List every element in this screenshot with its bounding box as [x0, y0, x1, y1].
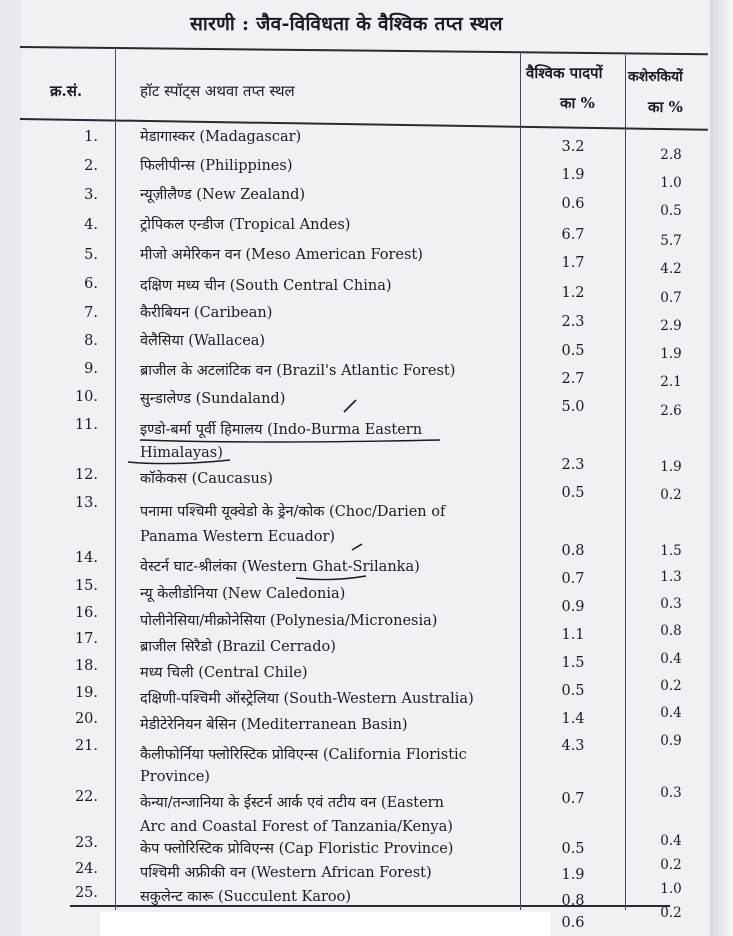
row-plants: 3.2	[561, 139, 585, 155]
row-plants: 0.6	[561, 196, 585, 212]
header-vertebrates-line2: का %	[648, 98, 683, 116]
row-plants: 5.0	[561, 399, 585, 415]
row-name: केन्या/तन्जानिया के ईस्टर्न आर्क एवं तटीय वन (Eastern	[140, 795, 444, 811]
row-name-continued: Arc and Coastal Forest of Tanzania/Kenya)	[140, 819, 453, 835]
row-plants: 1.9	[561, 867, 585, 883]
row-serial: 16.	[74, 605, 98, 621]
row-vertebrates: 0.3	[660, 785, 682, 801]
row-plants: 0.5	[561, 343, 585, 359]
row-vertebrates: 2.9	[660, 318, 682, 334]
row-name: दक्षिणी-पश्चिमी ऑस्ट्रेलिया (South-Western Australia)	[140, 691, 474, 707]
header-hotspot-name: हॉट स्पॉट्स अथवा तप्त स्थल	[140, 82, 295, 100]
row-serial: 17.	[74, 631, 98, 647]
row-vertebrates: 1.3	[660, 569, 682, 585]
row-serial: 18.	[74, 658, 98, 674]
row-vertebrates: 0.4	[660, 833, 682, 849]
row-name-continued: Himalayas)	[140, 445, 223, 461]
row-name: कॉकेकस (Caucasus)	[140, 471, 273, 487]
row-plants: 0.5	[561, 683, 585, 699]
row-name: पोलीनेसिया/मीक्रोनेसिया (Polynesia/Micronesia)	[140, 613, 438, 629]
row-serial: 9.	[84, 361, 98, 377]
row-serial: 10.	[74, 389, 98, 405]
row-serial: 3.	[84, 187, 98, 203]
row-vertebrates: 1.5	[660, 543, 682, 559]
row-name: वेस्टर्न घाट-श्रीलंका (Western Ghat-Srilanka)	[140, 559, 420, 575]
row-name: ट्रोपिकल एन्डीज (Tropical Andes)	[140, 217, 351, 233]
row-serial: 22.	[74, 789, 98, 805]
header-vertebrates-line1: कशेरुकियों	[628, 69, 683, 85]
col-divider-2	[520, 52, 521, 910]
row-plants: 0.9	[561, 599, 585, 615]
paper-torn-edge	[100, 912, 550, 936]
row-vertebrates: 1.9	[660, 346, 682, 362]
table-title: सारणी : जैव-विविधता के वैश्विक तप्त स्थल	[190, 13, 503, 35]
row-serial: 12.	[74, 467, 98, 483]
row-name: मेडागास्कर (Madagascar)	[140, 129, 302, 145]
header-serial: क्र.सं.	[50, 82, 83, 100]
row-plants: 6.7	[561, 227, 585, 243]
row-serial: 15.	[74, 578, 98, 594]
row-name: कैलीफोर्निया फ्लोरिस्टिक प्रोविएन्स (California Floristic	[140, 747, 467, 763]
header-plants-line2: का %	[560, 94, 595, 112]
row-vertebrates: 0.3	[660, 596, 682, 612]
row-plants: 1.5	[561, 655, 585, 671]
row-vertebrates: 0.8	[660, 623, 682, 639]
row-name: सकुलेन्ट कारू (Succulent Karoo)	[140, 889, 352, 905]
row-vertebrates: 0.7	[660, 290, 682, 306]
row-plants: 0.8	[561, 543, 585, 559]
row-serial: 5.	[84, 247, 98, 263]
row-plants: 0.8	[561, 893, 585, 909]
row-serial: 21.	[74, 738, 98, 754]
row-plants: 0.7	[561, 571, 585, 587]
row-serial: 13.	[74, 495, 98, 511]
row-name: इण्डो-बर्मा पूर्वी हिमालय (Indo-Burma Eastern	[140, 422, 423, 438]
row-vertebrates: 0.2	[660, 678, 682, 694]
row-name: ब्राजील सिरैडो (Brazil Cerrado)	[140, 639, 336, 655]
row-plants: 0.5	[561, 841, 585, 857]
row-name: दक्षिण मध्य चीन (South Central China)	[140, 278, 392, 294]
col-divider-3	[625, 55, 626, 910]
row-plants: 2.3	[561, 314, 585, 330]
header-plants-line1: वैश्विक पादपों	[526, 64, 603, 82]
row-serial: 23.	[74, 835, 98, 851]
row-serial: 20.	[74, 711, 98, 727]
row-serial: 2.	[84, 158, 98, 174]
row-name: ब्राजील के अटलांटिक वन (Brazil's Atlantic Forest)	[140, 363, 456, 379]
row-serial: 14.	[74, 550, 98, 566]
row-vertebrates: 2.1	[660, 374, 682, 390]
row-vertebrates: 0.2	[660, 857, 682, 873]
trailing-plants-value: 0.6	[561, 915, 585, 931]
row-vertebrates: 0.5	[660, 203, 682, 219]
row-plants: 1.4	[561, 711, 585, 727]
row-vertebrates: 5.7	[660, 233, 682, 249]
row-name: सुन्डालेण्ड (Sundaland)	[140, 391, 286, 407]
row-plants: 4.3	[561, 738, 585, 754]
row-plants: 1.9	[561, 167, 585, 183]
row-serial: 4.	[84, 217, 98, 233]
row-plants: 0.7	[561, 791, 585, 807]
row-name: कैरीबियन (Caribean)	[140, 305, 273, 321]
row-vertebrates: 1.0	[660, 881, 682, 897]
row-vertebrates: 0.4	[660, 651, 682, 667]
row-name-continued: Province)	[140, 769, 210, 785]
row-vertebrates: 1.0	[660, 175, 682, 191]
row-serial: 7.	[84, 305, 98, 321]
row-serial: 24.	[74, 861, 98, 877]
row-name: वेलैसिया (Wallacea)	[140, 333, 266, 349]
row-plants: 2.3	[561, 457, 585, 473]
col-divider-1	[115, 48, 116, 910]
row-name: न्यूज़ीलैण्ड (New Zealand)	[140, 187, 306, 203]
row-plants: 1.2	[561, 285, 585, 301]
row-vertebrates: 2.6	[660, 403, 682, 419]
row-vertebrates: 0.9	[660, 733, 682, 749]
row-serial: 11.	[74, 417, 98, 433]
row-serial: 19.	[74, 685, 98, 701]
row-plants: 1.7	[561, 255, 585, 271]
row-name: पनामा पश्चिमी यूक्वेडो के ड्रेन/कोक (Choc/Darien of	[140, 504, 446, 520]
row-vertebrates: 0.2	[660, 487, 682, 503]
trailing-vertebrates-value: 0.2	[660, 905, 682, 921]
row-serial: 25.	[74, 885, 98, 901]
row-serial: 8.	[84, 333, 98, 349]
row-name: मीजो अमेरिकन वन (Meso American Forest)	[140, 247, 423, 263]
row-vertebrates: 4.2	[660, 261, 682, 277]
row-name: केप फ्लोरिस्टिक प्रोविएन्स (Cap Floristic Province)	[140, 841, 454, 857]
row-serial: 6.	[84, 276, 98, 292]
row-vertebrates: 2.8	[660, 147, 682, 163]
row-name-continued: Panama Western Ecuador)	[140, 529, 336, 545]
row-name: मध्य चिली (Central Chile)	[140, 665, 308, 681]
row-name: मेडीटेरेनियन बेसिन (Mediterranean Basin)	[140, 717, 408, 733]
row-plants: 0.5	[561, 485, 585, 501]
row-name: पश्चिमी अफ्रीकी वन (Western African Forest)	[140, 865, 432, 881]
row-vertebrates: 0.4	[660, 705, 682, 721]
row-plants: 1.1	[561, 627, 585, 643]
row-plants: 2.7	[561, 371, 585, 387]
row-name: फिलीपीन्स (Philippines)	[140, 158, 293, 174]
page-edge-shadow	[710, 0, 733, 936]
row-vertebrates: 1.9	[660, 459, 682, 475]
row-serial: 1.	[84, 129, 98, 145]
row-name: न्यू केलीडोनिया (New Caledonia)	[140, 586, 346, 602]
